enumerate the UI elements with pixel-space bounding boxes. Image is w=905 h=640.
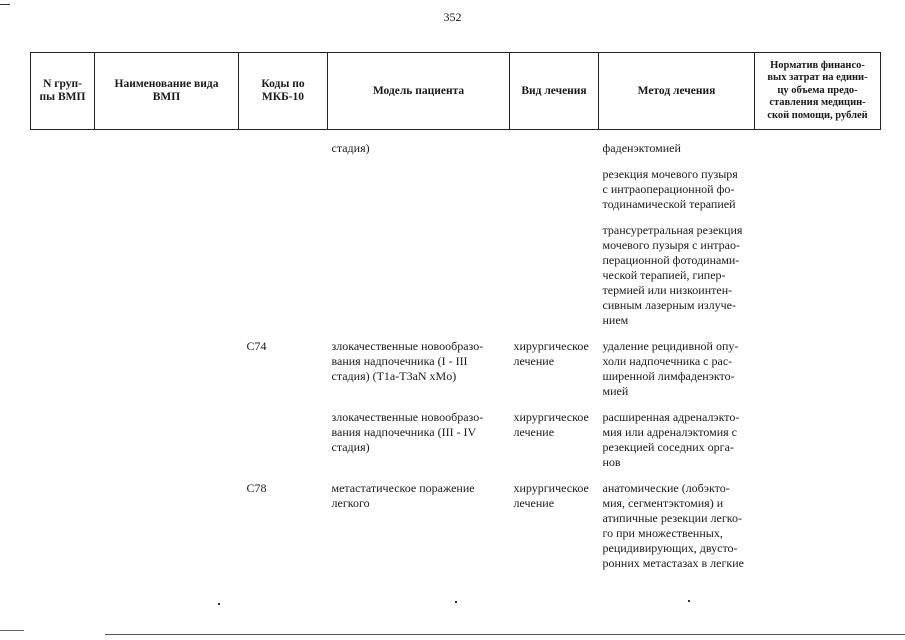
header-group — [31, 53, 95, 130]
row-method: резекция мочевого пузыря с интраоперационной фо- тодинамической терапией — [602, 167, 738, 211]
row-code — [239, 222, 328, 328]
row-code — [239, 140, 328, 156]
table-row — [31, 338, 881, 399]
row-code: C74 — [246, 339, 267, 353]
table-spacer — [31, 470, 881, 480]
header-model-label: Модель пациента — [372, 84, 465, 97]
header-name-label: Наименование вида ВМП — [114, 78, 219, 103]
scan-line-bottom-left — [0, 630, 24, 631]
table-row — [31, 222, 881, 328]
header-norm-label: Норматив финансо- вых затрат на едини- цу объема предо- ставления медицин- ской помощи, рублей — [767, 59, 868, 121]
row-type: хирургическое лечение — [513, 339, 589, 368]
header-norm — [755, 53, 881, 130]
header-model — [328, 53, 510, 130]
header-group-label: N груп- пы ВМП — [39, 78, 86, 103]
row-model: метастатическое поражение легкого — [331, 481, 475, 510]
row-model — [328, 222, 510, 328]
row-method: расширенная адреналэкто- мия или адреналэктомия с резекцией соседних орга- нов — [602, 410, 740, 469]
scan-dot — [688, 600, 690, 602]
row-method: удаление рецидивной опу- холи надпочечника с рас- ширенной лимфаденэкто- мией — [602, 339, 739, 398]
table-row — [31, 409, 881, 470]
table-spacer — [31, 156, 881, 166]
header-type-label: Вид лечения — [521, 84, 587, 97]
table-spacer — [31, 130, 881, 141]
header-method-label: Метод лечения — [637, 84, 716, 97]
row-code — [239, 166, 328, 212]
row-model — [328, 166, 510, 212]
header-name — [95, 53, 239, 130]
row-type — [510, 166, 599, 212]
row-type — [510, 222, 599, 328]
vmp-table — [30, 52, 881, 571]
row-model: стадия) — [331, 141, 370, 155]
scan-dot — [218, 603, 220, 605]
table-header-row — [31, 53, 881, 130]
row-type — [510, 140, 599, 156]
row-code: C78 — [246, 481, 267, 495]
scan-line-bottom — [105, 634, 905, 635]
table-row — [31, 166, 881, 212]
row-type: хирургическое лечение — [513, 481, 589, 510]
row-code — [239, 409, 328, 470]
page-number: 352 — [443, 10, 462, 24]
row-method: анатомические (лобэкто- мия, сегментэктомия) и атипичные резекции легко- го при множественных, рецидивирующих, двусто- ронних метастазах в легкие — [602, 481, 744, 570]
table-spacer — [31, 399, 881, 409]
scan-mark-top-left — [0, 4, 10, 5]
table-spacer — [31, 328, 881, 338]
header-type — [510, 53, 599, 130]
row-type: хирургическое лечение — [513, 410, 589, 439]
row-method: фаденэктомией — [602, 141, 681, 155]
table-spacer — [31, 212, 881, 222]
row-method: трансуретральная резекция мочевого пузыря с интрао- перационной фотодинами- ческой терапией, гипер- термией или низкоинтен- сивным лазерным излуче- нием — [602, 223, 743, 327]
row-model: злокачественные новообразо- вания надпочечника (III - IV стадия) — [331, 410, 484, 454]
table-row — [31, 140, 881, 156]
scan-dot — [455, 601, 457, 603]
header-method — [599, 53, 755, 130]
table-row — [31, 480, 881, 571]
header-codes-label: Коды по МКБ-10 — [261, 78, 305, 103]
row-model: злокачественные новообразо- вания надпочечника (I - III стадия) (T1a-T3aN xMo) — [331, 339, 484, 383]
header-codes — [239, 53, 328, 130]
